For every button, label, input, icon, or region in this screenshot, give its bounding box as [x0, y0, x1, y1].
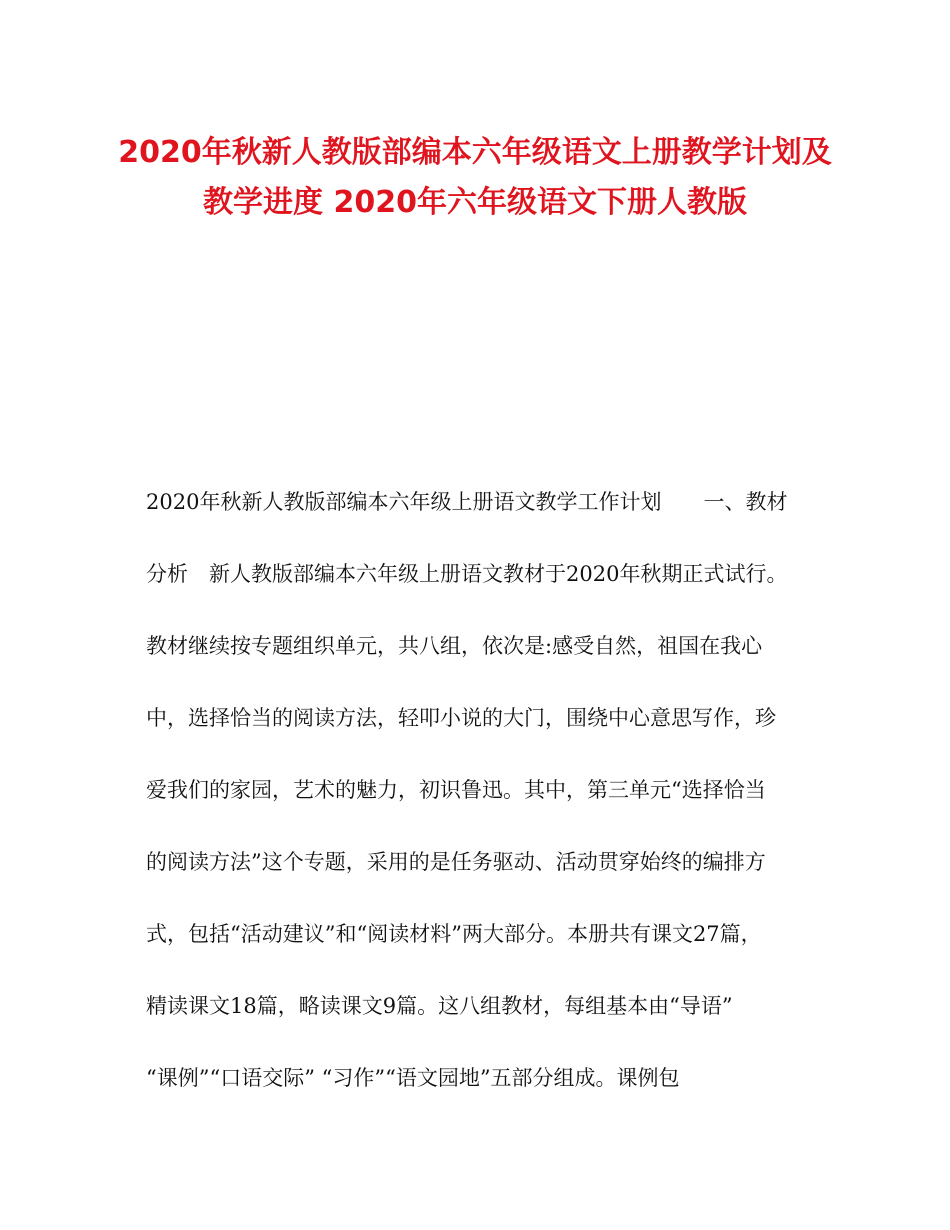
body-line: 中，选择恰当的阅读方法，轻叩小说的大门，围绕中心意思写作，珍 — [146, 706, 776, 730]
body-line: 爱我们的家园，艺术的魅力，初识鲁迅。其中，第三单元“选择恰当 — [146, 778, 766, 802]
body-line: 精读课文18篇，略读课文9篇。这八组教材，每组基本由“导语” — [146, 994, 733, 1018]
title-line-2: 教学进度 2020年六年级语文下册人教版 — [203, 185, 747, 220]
body-line: “课例”“口语交际” “习作”“语文园地”五部分组成。课例包 — [146, 1066, 680, 1090]
body-line: 的阅读方法”这个专题，采用的是任务驱动、活动贯穿始终的编排方 — [146, 850, 766, 874]
body-line: 2020年秋新人教版部编本六年级上册语文教学工作计划 一、教材 — [146, 490, 788, 514]
document-title — [60, 128, 890, 228]
body-line: 式，包括“活动建议”和“阅读材料”两大部分。本册共有课文27篇， — [146, 922, 762, 946]
title-line-1: 2020年秋新人教版部编本六年级语文上册教学计划及 — [118, 135, 832, 170]
body-line: 分析 新人教版部编本六年级上册语文教材于2020年秋期正式试行。 — [146, 562, 788, 586]
document-body — [146, 480, 826, 1128]
body-line: 教材继续按专题组织单元，共八组，依次是:感受自然，祖国在我心 — [146, 634, 763, 658]
